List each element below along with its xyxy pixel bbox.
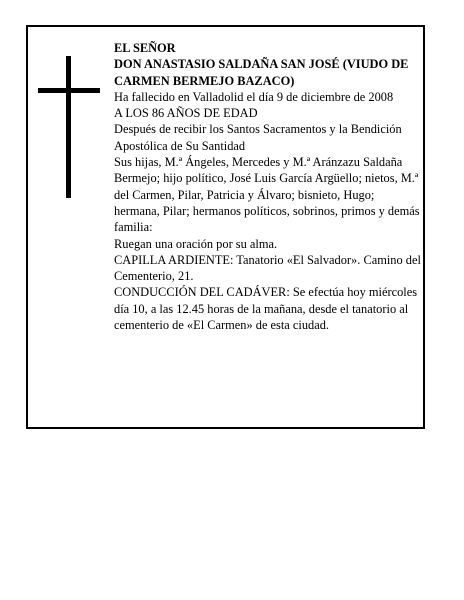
cross-icon <box>38 56 100 198</box>
prayer-request: Ruegan una oración por su alma. <box>114 236 278 251</box>
notice-heading: EL SEÑOR <box>114 41 176 55</box>
procession-info: CONDUCCIÓN DEL CADÁVER: Se efectúa hoy miércoles día 10, a las 12.45 horas de la mañana, desde el tanatorio al cementerio de «El Carmen» de esta ciudad. <box>114 285 418 333</box>
deceased-name: DON ANASTASIO SALDAÑA SAN JOSÉ (VIUDO DE CARMEN BERMEJO BAZACO) <box>114 57 409 88</box>
obituary-notice <box>26 25 425 429</box>
chapel-info: CAPILLA ARDIENTE: Tanatorio «El Salvador». Camino del Cementerio, 21. <box>114 252 421 284</box>
family-list: Sus hijas, M.ª Ángeles, Mercedes y M.ª Aránzazu Saldaña Bermejo; hijo político, José Luis García Argüello; nietos, M.ª del Carmen, Pilar, Patricia y Álvaro; bisnieto, Hugo; hermana, Pilar; hermanos políticos, sobrinos, primos y demás familia: <box>114 155 420 235</box>
cross-vertical-bar <box>66 56 71 198</box>
cross-horizontal-bar <box>38 88 100 93</box>
notice-body <box>114 40 422 333</box>
sacraments-statement: Después de recibir los Santos Sacramentos y la Bendición Apostólica de Su Santidad <box>114 122 402 153</box>
age-statement: A LOS 86 AÑOS DE EDAD <box>114 106 258 121</box>
death-statement: Ha fallecido en Valladolid el día 9 de diciembre de 2008 <box>114 89 394 104</box>
